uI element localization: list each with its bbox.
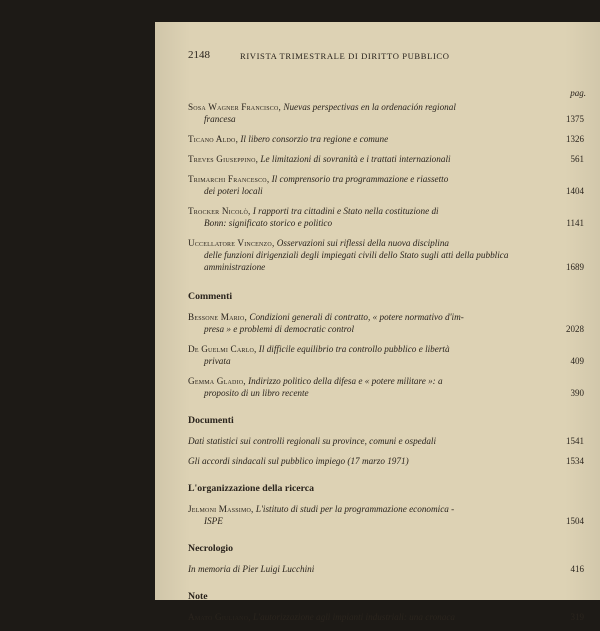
index-entry xyxy=(188,611,590,623)
entry-page-number: 1375 xyxy=(566,114,584,124)
entry-page-number: 1541 xyxy=(566,436,584,446)
entry-page-number: 1534 xyxy=(566,456,584,466)
entry-author: Bessone Mario, xyxy=(188,312,248,322)
section-heading: Necrologio xyxy=(188,543,233,554)
entry-page-number: 1326 xyxy=(566,134,584,144)
running-title: RIVISTA TRIMESTRALE DI DIRITTO PUBBLICO xyxy=(240,51,450,61)
page-number: 2148 xyxy=(188,49,210,61)
entry-title-continuation: proposito di un libro recente xyxy=(204,388,309,398)
entry-title: Gli accordi sindacali sul pubblico impiego (17 marzo 1971) xyxy=(188,456,409,466)
entry-author: Trocker Nicolò, xyxy=(188,206,251,216)
entry-page-number: 561 xyxy=(570,154,584,164)
entry-title: Il comprensorio tra programmazione e riassetto xyxy=(271,174,449,184)
entry-page-number: 1141 xyxy=(566,218,584,228)
entry-title: Il libero consorzio tra regione e comune xyxy=(240,134,389,144)
entry-author: Trimarchi Francesco, xyxy=(188,174,270,184)
index-entry xyxy=(188,153,590,165)
entry-author: Treves Giuseppino, xyxy=(188,154,259,164)
entry-title: Nuevas perspectivas en la ordenación regional xyxy=(283,102,456,112)
index-entry xyxy=(188,237,590,273)
entry-title: I rapporti tra cittadini e Stato nella costituzione di xyxy=(252,206,439,216)
index-entry xyxy=(188,563,590,575)
entry-author: Uccellatore Vincenzo, xyxy=(188,238,275,248)
entry-title-continuation: francesa xyxy=(204,114,236,124)
index-entry xyxy=(188,101,590,125)
section-heading: Commenti xyxy=(188,291,233,302)
index-entry xyxy=(188,205,590,229)
entry-author: De Guelmi Carlo, xyxy=(188,344,257,354)
index-entry xyxy=(188,435,590,447)
entry-author: Jelmoni Massimo, xyxy=(188,504,254,514)
index-entry xyxy=(188,311,590,335)
entry-title-continuation: presa » e problemi di democratic control xyxy=(204,324,355,334)
entry-title-continuation: ISPE xyxy=(204,516,223,526)
entry-page-number: 1689 xyxy=(566,262,584,272)
entry-title: Osservazioni sui riflessi della nuova disciplina xyxy=(276,238,450,248)
entry-title: In memoria di Pier Luigi Lucchini xyxy=(188,564,315,574)
book-page xyxy=(155,22,600,622)
entry-title-continuation: privata xyxy=(204,356,231,366)
index-entry xyxy=(188,503,590,527)
entry-page-number: 390 xyxy=(570,388,584,398)
entry-page-number: 319 xyxy=(570,612,584,622)
entry-page-number: 409 xyxy=(570,356,584,366)
index-entry xyxy=(188,173,590,197)
entry-page-number: 1504 xyxy=(566,516,584,526)
index-entry xyxy=(188,133,590,145)
entry-title: Le limitazioni di sovranità e i trattati internazionali xyxy=(260,154,451,164)
entry-author: Ticano Aldo, xyxy=(188,134,239,144)
section-heading: L'organizzazione della ricerca xyxy=(188,483,315,494)
entry-page-number: 2028 xyxy=(566,324,584,334)
entry-title: Indirizzo politico della difesa e « potere militare »: a xyxy=(248,376,443,386)
entry-title: L'istituto di studi per la programmazione economica - xyxy=(255,504,455,514)
entry-title: Il difficile equilibrio tra controllo pubblico e libertà xyxy=(258,344,450,354)
index-entries xyxy=(188,101,590,631)
entry-author: Amato Giuliano, xyxy=(188,612,251,622)
index-entry xyxy=(188,343,590,367)
entry-title: L'autorizzazione agli impianti industriali: una cronaca xyxy=(253,612,456,622)
section-heading: Note xyxy=(188,591,208,602)
entry-page-number: 416 xyxy=(570,564,584,574)
entry-title-continuation: dei poteri locali xyxy=(204,186,263,196)
index-entry xyxy=(188,455,590,467)
entry-author: Gemma Gladio, xyxy=(188,376,246,386)
pag-label: pag. xyxy=(570,88,586,98)
index-entry xyxy=(188,375,590,399)
entry-title: Dati statistici sui controlli regionali su province, comuni e ospedali xyxy=(188,436,437,446)
entry-title-continuation: Bonn: significato storico e politico xyxy=(204,218,333,228)
entry-title-continuation: delle funzioni dirigenziali degli impiegati civili dello Stato sugli atti della pubblica amministrazione xyxy=(204,250,509,272)
entry-page-number: 1404 xyxy=(566,186,584,196)
section-heading: Documenti xyxy=(188,415,234,426)
entry-title: Condizioni generali di contratto, « potere normativo d'im- xyxy=(249,312,464,322)
entry-author: Sosa Wagner Francisco, xyxy=(188,102,282,112)
